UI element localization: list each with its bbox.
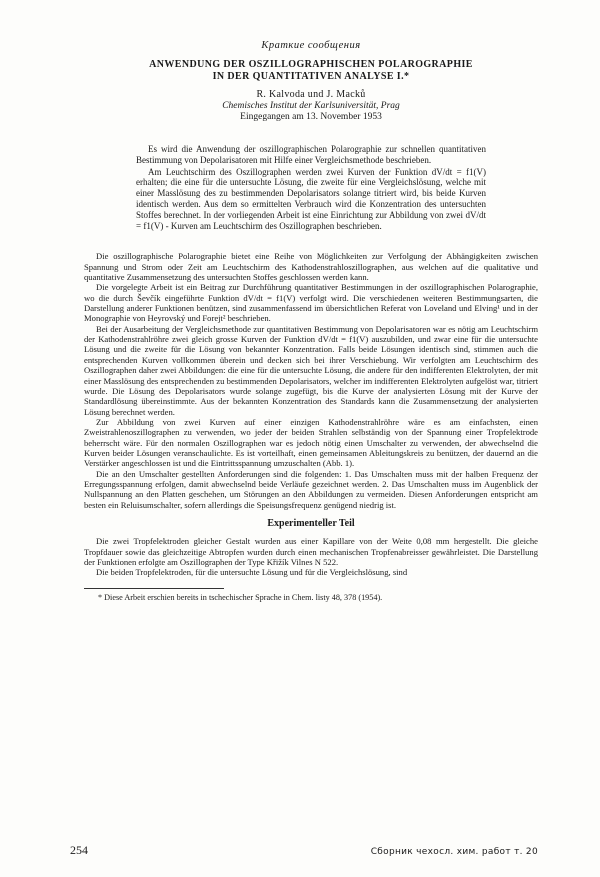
body-paragraph: Die an den Umschalter gestellten Anforderungen sind die folgenden: 1. Das Umschalten muss mit der halben Frequenz der Erregungsspannung erfolgen, damit abwechselnd beide Verläufe gezeichnet werden. 2. Das Umschalten muss im Augenblick der Nullspannung an den Platten geschehen, um Störungen an den Abbildungen zu vermeiden. Diesen Anforderungen entspricht am besten ein Reluisumschalter, sofern allerdings die Speisungsfrequenz genügend niedrig ist. [84, 468, 538, 510]
institution: Chemisches Institut der Karlsuniversität, Prag [222, 101, 400, 111]
body-paragraph: Die vorgelegte Arbeit ist ein Beitrag zur Durchführung quantitativer Bestimmungen in der oszillographischen Polarographie, wo die durch Ševčík eingeführte Funktion dV/dt = f1(V) verfolgt wird. Die verschiedenen weiteren Bestimmungsarten, die Darstellung anderer Funktionen benützen, sind zusammenfassend im übersichtlichen Referat von Loveland und Elving¹ und in der Monographie von Heyrovský und Forejt² beschrieben. [84, 282, 538, 324]
abstract-paragraph: Es wird die Anwendung der oszillographischen Polarographie zur schnellen quantitativen Bestimmung von Depolarisatoren mit Hilfe einer Vergleichsmethode beschrieben. [136, 144, 486, 165]
title-line-1: ANWENDUNG DER OSZILLOGRAPHISCHEN POLAROGRAPHIE [149, 59, 473, 70]
authors: R. Kalvoda und J. Macků [256, 89, 366, 100]
article-body [84, 251, 538, 602]
footnote: * Diese Arbeit erschien bereits in tschechischer Sprache in Chem. listy 48, 378 (1954). [98, 592, 383, 602]
body-paragraph: Die zwei Tropfelektroden gleicher Gestalt wurden aus einer Kapillare von der Weite 0,08 mm hergestellt. Die gleiche Tropfdauer sowie das gleichzeitige Abtropfen wurden durch einen mechanischen Tropfenabreisser gewährleistet. Die Darstellung der Funktionen erfolgte am Oszillographen der Type Křižík Vilnes N 522. [84, 536, 538, 567]
body-paragraph: Bei der Ausarbeitung der Vergleichsmethode zur quantitativen Bestimmung von Depolarisatoren war es nötig am Leuchtschirm der Kathodenstrahlröhre zwei gleich grosse Kurven der Funktion dV/dt = f1(V) auszubilden, und zwar eine für die untersuchte Lösung und die zweite für die Lösung von bekannter Konzentration. Falls beide Lösungen identisch sind, stimmen auch die entsprechenden Kurven vollkommen überein und decken sich bei ihrer Verschiebung. Wir verfolgten am Leuchtschirm des Oszillographen daher zwei Abbildungen: die eine für die untersuchte Lösung, die andere für den indifferenten Elektrolyten, der mit einer Masslösung des entsprechenden zu bestimmenden Depolarisators, welcher im indifferenten Elektrolyten aufgelöst war, titriert wurde. Die Lösung des Depolarisators wurde solange zugefügt, bis die Kurve der analysierten Lösung mit der Kurve der Standardlösung übereinstimmte. Aus der bekannten Konzentration des Standards kann die Zusammensetzung der analysierten Lösung berechnet werden. [84, 323, 538, 417]
received-date: Eingegangen am 13. November 1953 [240, 112, 382, 122]
section-heading: Experimenteller Teil [267, 517, 355, 529]
article-title [84, 59, 538, 83]
body-paragraph: Zur Abbildung von zwei Kurven auf einer einzigen Kathodenstrahlröhre wäre es am einfachsten, einen Zweistrahlenoszillographen zu verwenden, wo jeder der beiden Strahlen selbständig von der Spannung einer Tropfelektrode beherrscht wäre. Für den normalen Oszillographen war es jedoch nötig einen Umschalter zu verwenden, der abwechselnd die Kurven beider Lösungen veranschaulichte. Es ist vorteilhaft, einen gemeinsamen Ableitungskreis zu benützen, der dauernd an die Verstärker angeschlossen ist und die Eintrittsspannung umzuschalten (Abb. 1). [84, 416, 538, 469]
footnote-rule [84, 588, 224, 589]
page-footer [70, 843, 538, 858]
body-paragraph: Die oszillographische Polarographie bietet eine Reihe von Möglichkeiten zur Verfolgung der Abhängigkeiten zwischen Spannung und Strom oder Zeit am Leuchtschirm des Kathodenstrahloszillographen, aus welchen auf die qualitative und quantitative Zusammensetzung des untersuchten Stoffes geschlossen werden kann. [84, 251, 538, 283]
body-paragraph: Die beiden Tropfelektroden, für die untersuchte Lösung und für die Vergleichslösung, sind [96, 567, 408, 578]
journal-reference: Сборник чехосл. хим. работ т. 20 [370, 847, 538, 857]
page-number: 254 [70, 843, 88, 857]
abstract-paragraph: Am Leuchtschirm des Oszillographen werden zwei Kurven der Funktion dV/dt = f1(V) erhalten; die eine für die untersuchte Lösung, die zweite für eine Vergleichslösung, welche mit einer Masslösung des zu bestimmenden Depolarisators solange titriert wird, bis beide Kurven identisch werden. Aus dem so ermittelten Verbrauch wird die Konzentration des untersuchten Stoffes berechnet. In der vorliegenden Arbeit ist eine Einrichtung zur Abbildung von zwei dV/dt = f1(V) - Kurven am Leuchtschirm des Oszillographen beschrieben. [136, 166, 486, 231]
section-label: Краткие сообщения [261, 40, 361, 51]
abstract [136, 144, 486, 231]
title-line-2: IN DER QUANTITATIVEN ANALYSE I.* [212, 71, 410, 82]
